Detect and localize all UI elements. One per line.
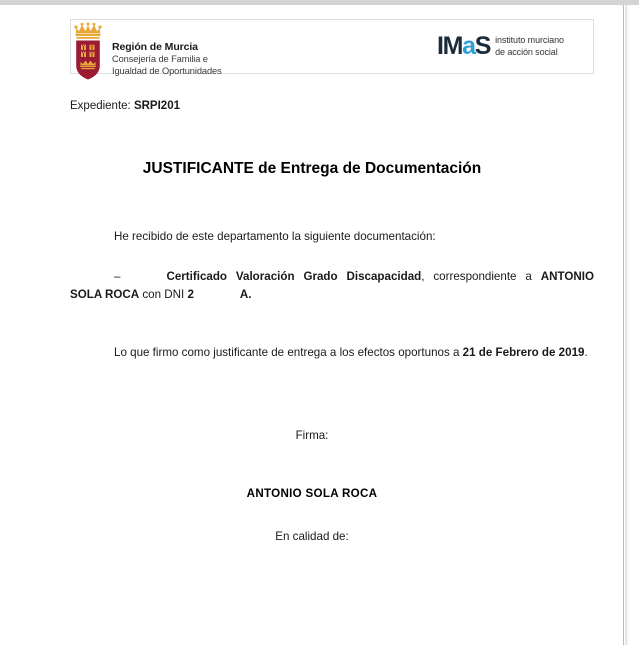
expediente-line: [70, 100, 180, 112]
item-person-name: ANTONIO SOLA ROCA: [70, 270, 594, 301]
imas-letters-im: IM: [437, 32, 463, 60]
item-bullet: –: [114, 270, 121, 283]
intro-paragraph: He recibido de este departamento la siguiente documentación:: [114, 230, 436, 243]
closing-paragraph: [70, 344, 594, 362]
imas-tagline-line2: de acción social: [495, 46, 558, 57]
expediente-label: Expediente:: [70, 100, 131, 112]
closing-text-post: .: [584, 346, 588, 359]
document-item-paragraph: [70, 268, 594, 304]
imas-letter-s: S: [474, 32, 491, 60]
imas-tagline-line1: instituto murciano: [495, 35, 564, 46]
expediente-value: SRPI201: [133, 100, 180, 112]
closing-date: 21 de Febrero de 2019: [462, 346, 585, 359]
murcia-subtitle-line1: Consejería de Familia e: [112, 54, 208, 65]
capacity-label: En calidad de:: [275, 530, 349, 543]
murcia-title: Región de Murcia: [112, 41, 198, 53]
page-edge-shadow: [625, 5, 629, 645]
item-dni-suffix: A.: [239, 287, 252, 301]
item-dni-label: con DNI: [139, 287, 188, 301]
closing-text-pre: Lo que firmo como justificante de entrega a los efectos oportunos a: [114, 346, 463, 359]
item-dni-value: 2: [187, 287, 194, 301]
page-title: JUSTIFICANTE de Entrega de Documentación: [142, 160, 482, 177]
murcia-subtitle-line2: Igualdad de Oportunidades: [112, 66, 222, 77]
signature-name: ANTONIO SOLA ROCA: [246, 487, 378, 500]
item-document-name: Certificado Valoración Grado Discapacidad: [166, 270, 422, 283]
signature-label: Firma:: [295, 429, 329, 442]
item-connector: , correspondiente a: [421, 270, 541, 283]
imas-letter-a: a: [462, 32, 475, 60]
